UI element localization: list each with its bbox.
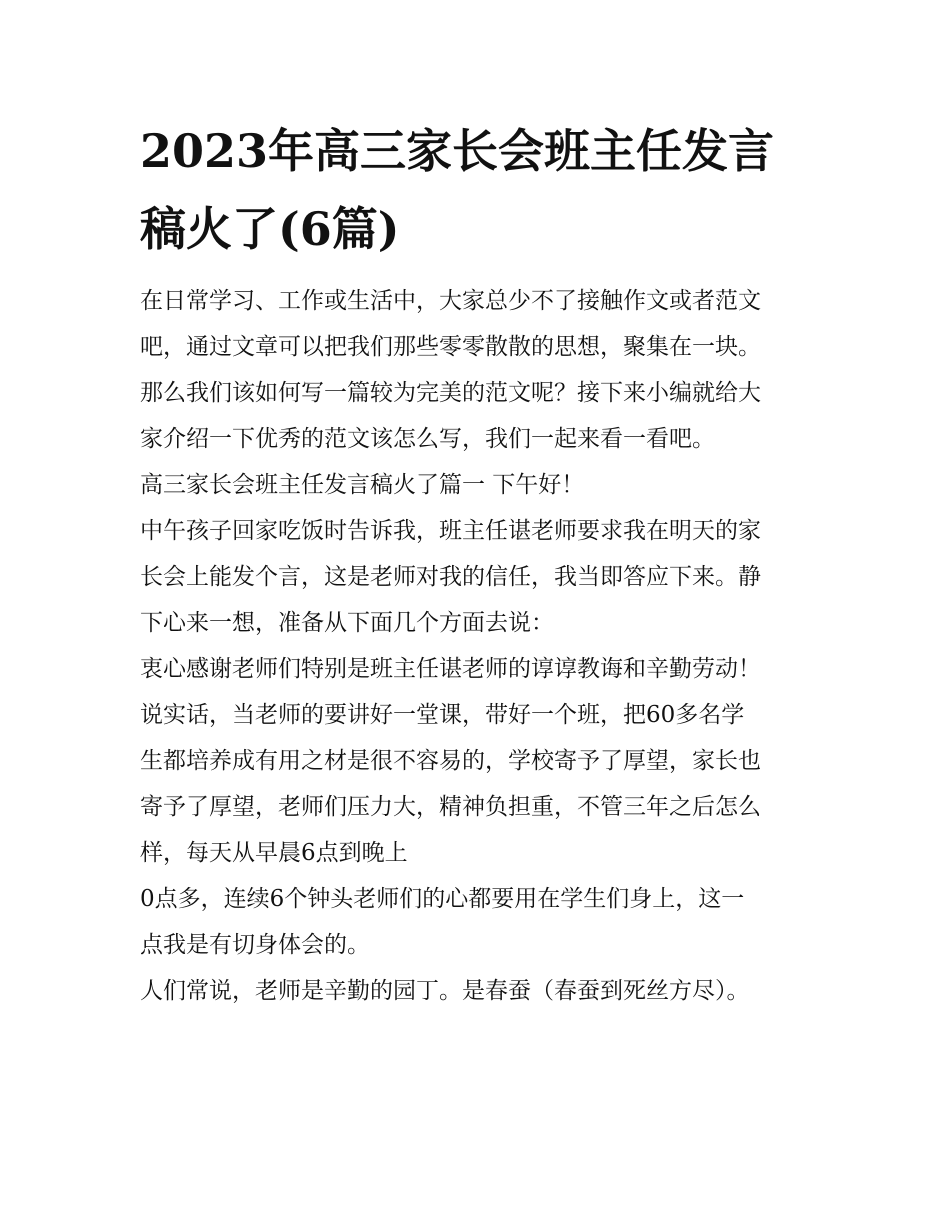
body-line: 人们常说，老师是辛勤的园丁。是春蚕（春蚕到死丝方尽）。 (140, 978, 750, 1004)
body-line: 吧，通过文章可以把我们那些零零散散的思想，聚集在一块。 (140, 334, 761, 360)
body-line: 样，每天从早晨6点到晚上 (140, 840, 408, 866)
body-line: 家介绍一下优秀的范文该怎么写，我们一起来看一看吧。 (140, 426, 715, 452)
body-line: 说实话，当老师的要讲好一堂课，带好一个班，把60多名学 (140, 702, 745, 728)
body-line: 中午孩子回家吃饭时告诉我，班主任谌老师要求我在明天的家 (140, 518, 761, 544)
body-line: 寄予了厚望，老师们压力大，精神负担重，不管三年之后怎么 (140, 794, 761, 820)
body-line: 长会上能发个言，这是老师对我的信任，我当即答应下来。静 (140, 564, 761, 590)
document-body (140, 278, 820, 1014)
title-line-2: 稿火了(6篇) (140, 202, 400, 256)
body-line: 生都培养成有用之材是很不容易的，学校寄予了厚望，家长也 (140, 748, 761, 774)
body-line: 下心来一想，准备从下面几个方面去说： (140, 610, 554, 636)
body-line: 0点多，连续6个钟头老师们的心都要用在学生们身上，这一 (140, 886, 745, 912)
title-line-1: 2023年高三家长会班主任发言 (140, 124, 775, 178)
body-line: 那么我们该如何写一篇较为完美的范文呢？接下来小编就给大 (140, 380, 761, 406)
body-line: 点我是有切身体会的。 (140, 932, 370, 958)
document-title (140, 112, 820, 268)
body-line: 衷心感谢老师们特别是班主任谌老师的谆谆教诲和辛勤劳动！ (140, 656, 761, 682)
body-line: 在日常学习、工作或生活中，大家总少不了接触作文或者范文 (140, 288, 761, 314)
section-heading-line: 高三家长会班主任发言稿火了篇一 下午好！ (140, 472, 585, 498)
